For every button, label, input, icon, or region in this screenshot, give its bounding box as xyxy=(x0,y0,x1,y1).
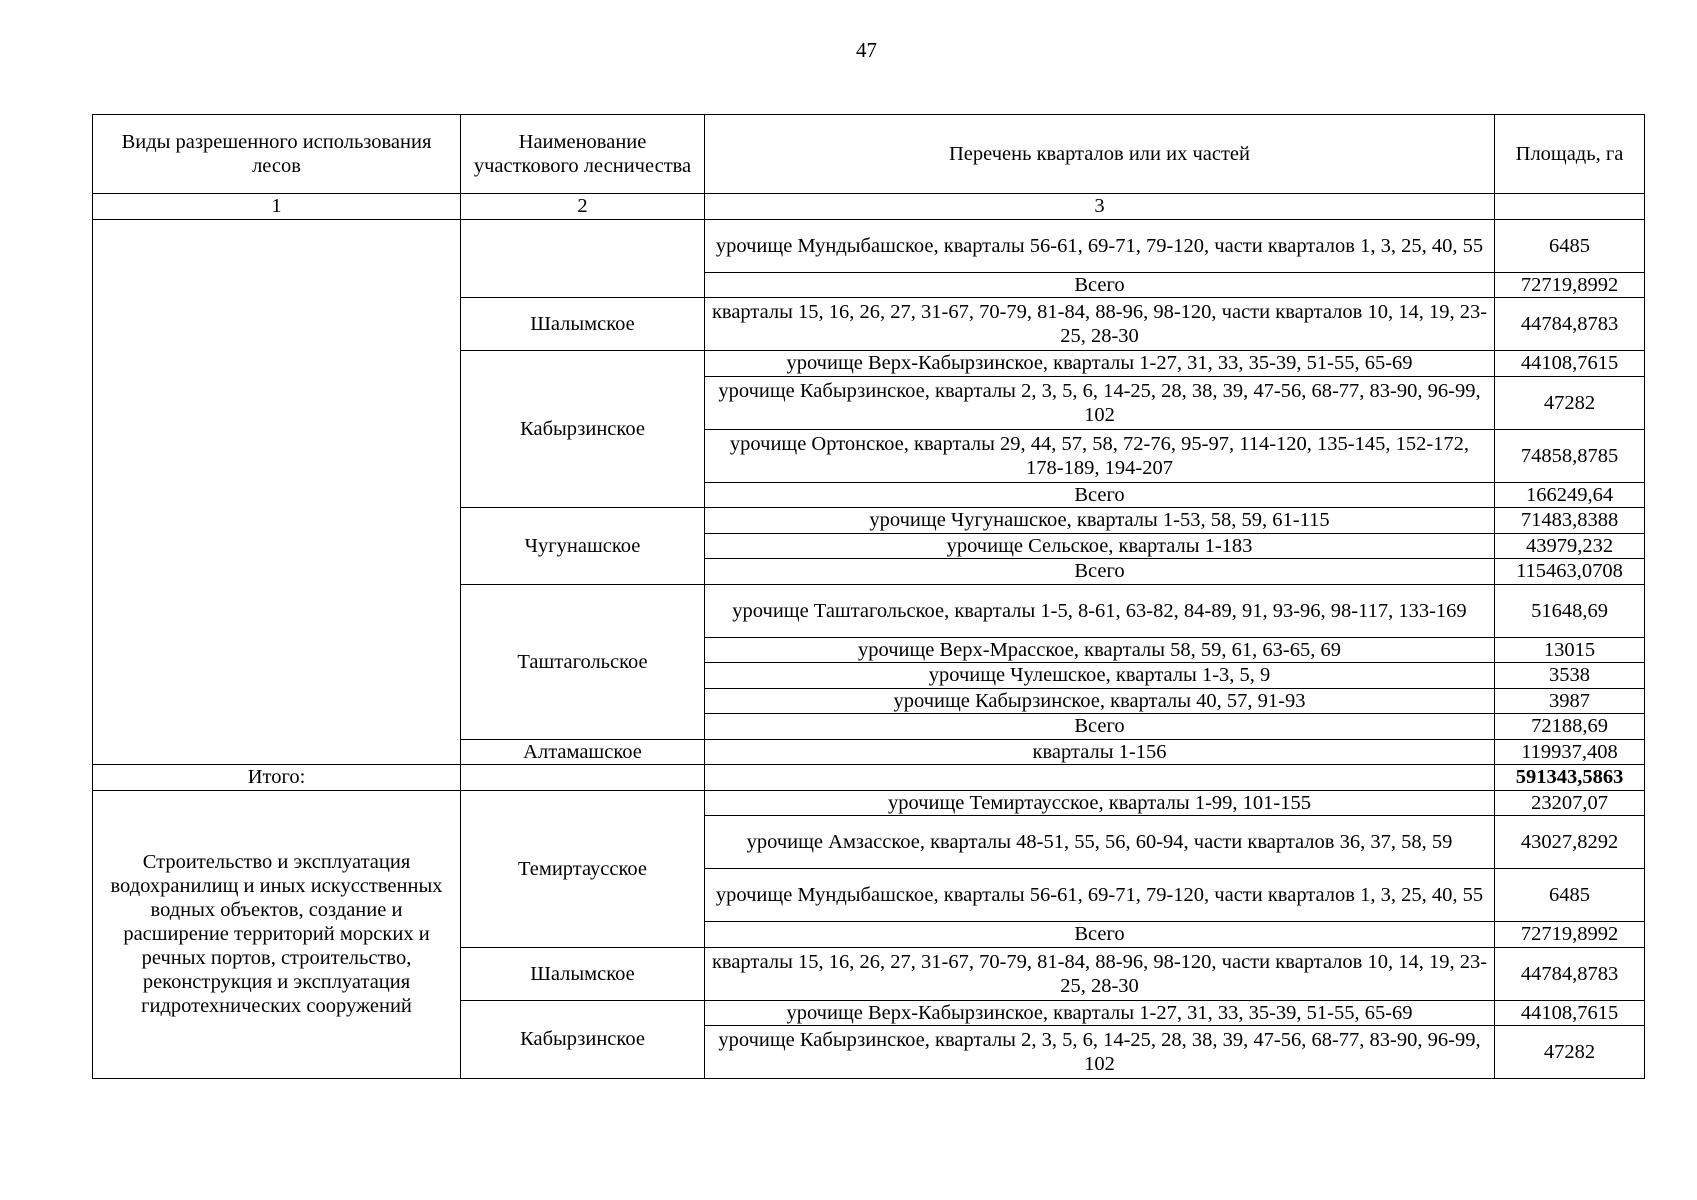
area-cell: 44784,8783 xyxy=(1495,947,1645,1000)
forestry-cell: Таштагольское xyxy=(461,584,705,739)
column-number: 2 xyxy=(461,194,705,220)
area-cell: 74858,8785 xyxy=(1495,429,1645,482)
column-number-row xyxy=(93,194,1645,220)
total-quarters-empty xyxy=(705,765,1495,791)
table-row xyxy=(93,790,1645,816)
area-cell: 44108,7615 xyxy=(1495,1000,1645,1026)
quarters-cell: кварталы 15, 16, 26, 27, 31-67, 70-79, 81-84, 88-96, 98-120, части кварталов 10, 14, 19, 23-25, 28-30 xyxy=(705,298,1495,351)
column-number: 3 xyxy=(705,194,1495,220)
area-cell: 44784,8783 xyxy=(1495,298,1645,351)
table-row xyxy=(93,219,1645,272)
forestry-cell: Кабырзинское xyxy=(461,351,705,508)
quarters-cell: Всего xyxy=(705,922,1495,948)
quarters-cell: Всего xyxy=(705,714,1495,740)
area-cell: 3538 xyxy=(1495,663,1645,689)
quarters-cell: урочище Кабырзинское, кварталы 40, 57, 91-93 xyxy=(705,688,1495,714)
forestry-cell: Чугунашское xyxy=(461,508,705,585)
use-type-cell-empty xyxy=(93,219,461,765)
quarters-cell: урочище Мундыбашское, кварталы 56-61, 69-71, 79-120, части кварталов 1, 3, 25, 40, 55 xyxy=(705,219,1495,272)
header-quarters: Перечень кварталов или их частей xyxy=(705,115,1495,194)
forestry-cell: Темиртаусское xyxy=(461,790,705,947)
quarters-cell: урочище Таштагольское, кварталы 1-5, 8-61, 63-82, 84-89, 91, 93-96, 98-117, 133-169 xyxy=(705,584,1495,637)
use-type-cell: Строительство и эксплуатация водохранилищ и иных искусственных водных объектов, создание и расширение территорий морских и речных портов, строительство, реконструкция и эксплуатация гидротехнических сооружений xyxy=(93,790,461,1079)
quarters-cell: урочище Чулешское, кварталы 1-3, 5, 9 xyxy=(705,663,1495,689)
area-cell: 51648,69 xyxy=(1495,584,1645,637)
quarters-cell: урочище Ортонское, кварталы 29, 44, 57, 58, 72-76, 95-97, 114-120, 135-145, 152-172, 178-189, 194-207 xyxy=(705,429,1495,482)
quarters-cell: урочище Чугунашское, кварталы 1-53, 58, 59, 61-115 xyxy=(705,508,1495,534)
page-number: 47 xyxy=(856,38,877,62)
area-cell: 71483,8388 xyxy=(1495,508,1645,534)
quarters-cell: кварталы 15, 16, 26, 27, 31-67, 70-79, 81-84, 88-96, 98-120, части кварталов 10, 14, 19, 23-25, 28-30 xyxy=(705,947,1495,1000)
area-cell: 47282 xyxy=(1495,376,1645,429)
quarters-cell: Всего xyxy=(705,559,1495,585)
column-number xyxy=(1495,194,1645,220)
header-area: Площадь, га xyxy=(1495,115,1645,194)
forestry-cell: Кабырзинское xyxy=(461,1000,705,1079)
area-cell: 6485 xyxy=(1495,869,1645,922)
total-row xyxy=(93,765,1645,791)
total-area: 591343,5863 xyxy=(1495,765,1645,791)
area-cell: 43027,8292 xyxy=(1495,816,1645,869)
forestry-cell: Шалымское xyxy=(461,947,705,1000)
area-cell: 23207,07 xyxy=(1495,790,1645,816)
area-cell: 44108,7615 xyxy=(1495,351,1645,377)
total-forestry-empty xyxy=(461,765,705,791)
header-forestry: Наименование участкового лесничества xyxy=(461,115,705,194)
area-cell: 47282 xyxy=(1495,1026,1645,1079)
area-cell: 72719,8992 xyxy=(1495,272,1645,298)
quarters-cell: урочище Сельское, кварталы 1-183 xyxy=(705,533,1495,559)
forest-use-table xyxy=(92,114,1645,1079)
quarters-cell: урочище Верх-Кабырзинское, кварталы 1-27, 31, 33, 35-39, 51-55, 65-69 xyxy=(705,351,1495,377)
area-cell: 119937,408 xyxy=(1495,739,1645,765)
quarters-cell: урочище Мундыбашское, кварталы 56-61, 69-71, 79-120, части кварталов 1, 3, 25, 40, 55 xyxy=(705,869,1495,922)
quarters-cell: урочище Кабырзинское, кварталы 2, 3, 5, 6, 14-25, 28, 38, 39, 47-56, 68-77, 83-90, 96-99, 102 xyxy=(705,376,1495,429)
area-cell: 72719,8992 xyxy=(1495,922,1645,948)
quarters-cell: кварталы 1-156 xyxy=(705,739,1495,765)
quarters-cell: Всего xyxy=(705,482,1495,508)
quarters-cell: урочище Кабырзинское, кварталы 2, 3, 5, 6, 14-25, 28, 38, 39, 47-56, 68-77, 83-90, 96-99, 102 xyxy=(705,1026,1495,1079)
quarters-cell: урочище Верх-Мрасское, кварталы 58, 59, 61, 63-65, 69 xyxy=(705,637,1495,663)
area-cell: 43979,232 xyxy=(1495,533,1645,559)
area-cell: 115463,0708 xyxy=(1495,559,1645,585)
area-cell: 72188,69 xyxy=(1495,714,1645,740)
quarters-cell: урочище Темиртаусское, кварталы 1-99, 101-155 xyxy=(705,790,1495,816)
forestry-cell: Алтамашское xyxy=(461,739,705,765)
area-cell: 166249,64 xyxy=(1495,482,1645,508)
total-label: Итого: xyxy=(93,765,461,791)
quarters-cell: Всего xyxy=(705,272,1495,298)
header-row xyxy=(93,115,1645,194)
header-use-type: Виды разрешенного использования лесов xyxy=(93,115,461,194)
area-cell: 6485 xyxy=(1495,219,1645,272)
area-cell: 3987 xyxy=(1495,688,1645,714)
quarters-cell: урочище Верх-Кабырзинское, кварталы 1-27, 31, 33, 35-39, 51-55, 65-69 xyxy=(705,1000,1495,1026)
forestry-cell: Шалымское xyxy=(461,298,705,351)
column-number: 1 xyxy=(93,194,461,220)
forestry-cell-empty xyxy=(461,219,705,298)
quarters-cell: урочище Амзасское, кварталы 48-51, 55, 56, 60-94, части кварталов 36, 37, 58, 59 xyxy=(705,816,1495,869)
area-cell: 13015 xyxy=(1495,637,1645,663)
